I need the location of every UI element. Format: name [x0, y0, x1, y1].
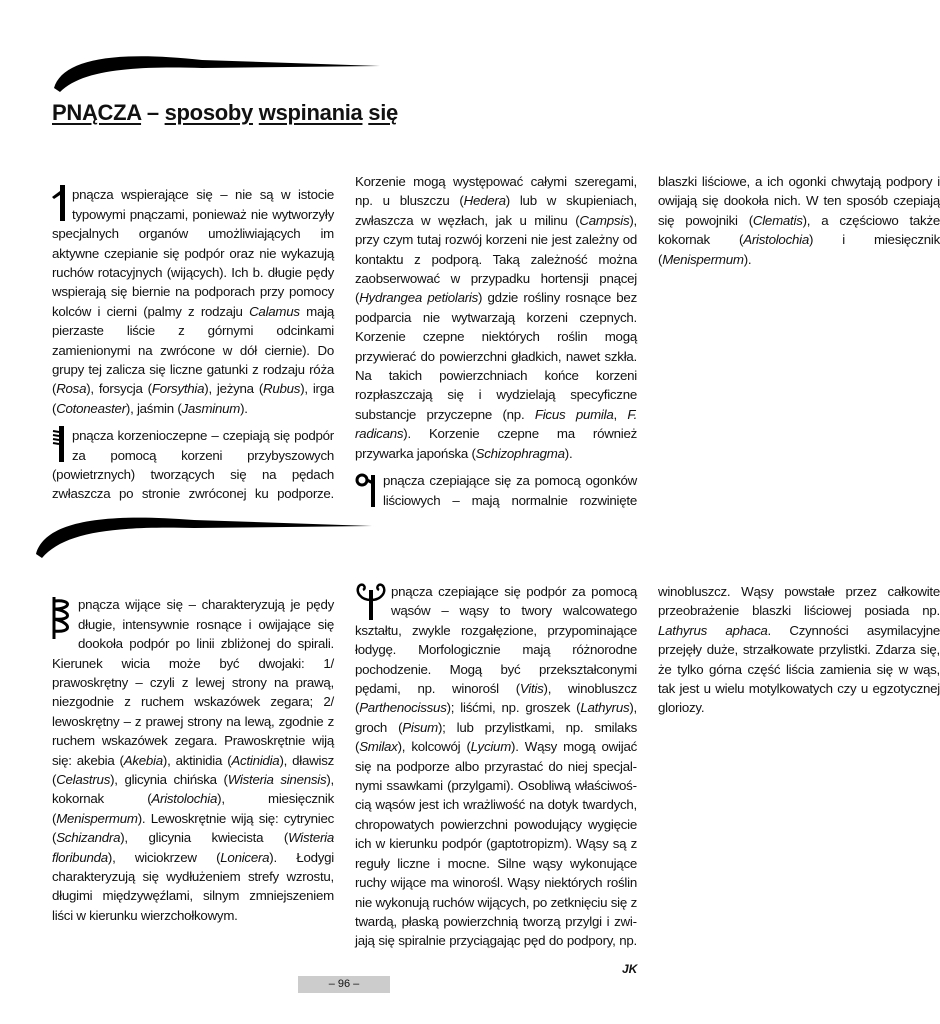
latin-name: Forsythia: [151, 381, 205, 397]
title-word-1: sposoby: [164, 100, 253, 125]
text-wasy: [355, 584, 940, 948]
title-word-2: wspinania: [258, 100, 363, 125]
latin-name: Ficus pumila: [534, 406, 614, 422]
title-dash: –: [141, 100, 165, 125]
latin-name: Celastrus: [56, 771, 111, 787]
text-run: ), dławisz (: [52, 752, 334, 787]
latin-name: Cotoneaster: [56, 400, 126, 416]
lower-two-column-text: [52, 582, 940, 960]
latin-name: Lathyrus: [580, 700, 630, 716]
text-run: ), groch (: [355, 700, 637, 735]
latin-name: Menispermum: [56, 810, 138, 826]
text-run: ), przy czym tutaj rozwój korzeni nie jest zależny od kontaktu z podporą. Taką zależność można zaobserwować w przypadku hortensji pnącej (: [355, 212, 637, 306]
text-run: ), jaśmin (: [125, 400, 182, 416]
twining-spiral-icon: [50, 595, 76, 641]
text-wijace: [52, 597, 334, 923]
author-initials: JK: [622, 962, 638, 976]
text-run: ). Korzenie czepne ma również przywarka japońska (: [355, 426, 637, 461]
latin-name: Wisteria sinensis: [227, 771, 327, 787]
paragraph-wijace: [52, 595, 334, 925]
latin-name: Lonicera: [220, 849, 270, 865]
text-run: ), glicynia chińska (: [110, 771, 228, 787]
latin-name: Wisteria floribunda: [52, 830, 334, 865]
text-run: ), wiciokrzew (: [107, 849, 221, 865]
top-swoosh-ornament: [52, 48, 382, 94]
paragraph-wasy: [355, 582, 940, 960]
text-run: ). Wąsy mogą owijać się na podporze albo przyrastać do niej specjalnymi ssawkami (przylgami). Osobliwą właściwością wąsów jest ich wrażliwość na dotyk twardych, chropowatych powierzchni powodujący wygięcie ich w kierunku podpór (gaptotropizm). Wąsy są z reguły liczne i mocne. Silne wąsy wykonujące ruchy wijące ma winorośl. Wąsy niektórych roślin nie wykonują ruchów wijących, po zetknięciu się z twardą, płaską powierzchnią tworzą przylgi i zwijają się spiralnie przyciągając pęd do podpory, np. winobluszcz. Wąsy powstałe przez całkowite przeobrażenie blaszki liściowej posiada np.: [355, 584, 940, 949]
text-run: ). Lewoskrętnie wiją się: cytryniec (: [52, 810, 334, 846]
petiole-twining-icon: [353, 471, 381, 507]
thorn-stem-icon: [50, 185, 70, 221]
latin-name: Hydrangea petiolaris: [359, 290, 479, 306]
title-main: PNĄCZA: [52, 100, 142, 125]
text-run: ). Łodygi charakteryzują się wydłużeniem strefy wzrostu, długimi międzywęźlami, silnym zmniejszeniem liści w kierunku wierzchołkowym.: [52, 849, 334, 923]
text-run: . Czynności asymilacyjne przejęły duże, strzałkowate przylistki. Zdarza się, że tylko górna część liścia zamienia się w wąs, tak jest u wielu motylkowatych czy u egzotycznej gloriozy.: [658, 622, 940, 716]
text-run: ), irga (: [52, 381, 334, 416]
latin-name: Clematis: [752, 212, 803, 228]
latin-name: Schizandra: [56, 830, 121, 846]
page-title: [52, 100, 398, 126]
latin-name: Menispermum: [662, 251, 744, 267]
latin-name: Aristolochia: [151, 791, 218, 807]
text-run: ); liśćmi, np. groszek (: [446, 700, 581, 716]
latin-name: Schizophragma: [475, 445, 565, 461]
latin-name: Actinidia: [231, 752, 280, 768]
latin-name: Aristolochia: [743, 232, 809, 248]
text-run: ); lub przylistkami, np. smilaks (: [355, 719, 637, 755]
latin-name: Lathyrus aphaca: [658, 622, 768, 638]
text-run: ).: [240, 400, 248, 416]
latin-name: F. radicans: [355, 406, 638, 442]
latin-name: Jasminum: [181, 400, 241, 416]
latin-name: Calamus: [249, 303, 300, 319]
title-word-3: się: [368, 100, 398, 125]
latin-name: Campsis: [579, 212, 630, 228]
text-run: mają pierzaste liście z górnymi odcinkami zamienionymi na zwrócone w dół ciernie). Do grupy tej zalicza się liczne gatunki z rodzaju róża (: [52, 303, 334, 397]
text-run: ,: [613, 406, 628, 422]
text-run: pnącza wspierające się – nie są w istocie typowymi pnączami, ponieważ nie wytworzyły specjalnych organów umożliwiających im aktywne czepianie się podpór oraz nie wykazują ruchów rotacyjnych (wijących). Ich b. długie pędy wspierają się biernie na podporach przy pomocy kolców i cierni (palmy z rodzaju: [52, 187, 334, 319]
latin-name: Vitis: [519, 681, 544, 697]
latin-name: Parthenocissus: [359, 700, 447, 716]
text-run: ).: [564, 445, 573, 461]
text-run: ), miesięcznik (: [52, 791, 334, 826]
text-run: pnącza czepiające się za pomocą ogonków liściowych – mają normalnie rozwinięte blaszki liściowe, a ich ogonki chwytają podpory i owijają się dookoła nich. W ten sposób czepiają się powojniki (: [383, 174, 940, 508]
text-run: ), jeżyna (: [204, 381, 264, 397]
latin-name: Pisum: [402, 719, 438, 735]
text-run: pnącza wijące się – charakteryzują je pędy długie, intensywnie rosnące i owijające się dookoła podpór po linii zbliżonej do spirali. Kierunek wicia może być dwojaki: 1/ prawoskrętny – czyli z lewej strony na prawą, niezgodnie z ruchem wskazówek zegara; 2/ lewoskrętny – z prawej strony na lewą, zgodnie z ruchem wskazówek zegara. Prawoskrętnie wiją się: akebia (: [52, 597, 334, 768]
text-run: ), forsycja (: [86, 381, 152, 397]
paragraph-wspierajace: [52, 185, 334, 418]
text-run: ), kolcowój (: [397, 739, 471, 755]
latin-name: Hedera: [463, 193, 506, 209]
text-run: ), a częściowo także kokornak (: [658, 212, 940, 248]
text-run: pnącza korzenioczepne – czepiają się podpór za pomocą korzeni przybyszowych (powietrznych) tworzących się na pędach zwłaszcza po stronie zwróconej ku podporze. Korzenie mogą występować całymi szeregami, np. u bluszczu (: [52, 174, 637, 502]
upper-two-column-text: [52, 172, 940, 510]
latin-name: Rubus: [263, 381, 301, 397]
text-run: ) lub w skupieniach, zwłaszcza w węzłach, jak u milinu (: [355, 193, 637, 228]
text-run: ), aktinidia (: [162, 752, 232, 768]
text-run: ) gdzie rośliny rosnące bez podparcia nie wytwarzają korzeni czepnych. Korzenie czepne niektórych roślin mogą przywierać do powierzchni gładkich, nawet szkła. Na takich powierzchniach końce korzeni rozpłaszczają się i wydzielają specyficzne substancje przyczepne (np.: [355, 290, 637, 422]
latin-name: Akebia: [123, 752, 163, 768]
latin-name: Rosa: [56, 381, 87, 397]
text-wspierajace: [52, 187, 334, 415]
aerial-root-stem-icon: [50, 426, 70, 462]
text-run: ), winobluszcz (: [355, 681, 637, 716]
middle-swoosh-ornament: [34, 508, 374, 558]
text-run: ).: [743, 251, 752, 267]
latin-name: Smilax: [359, 739, 398, 755]
text-run: ) i miesięcznik (: [658, 232, 940, 267]
tendril-stem-icon: [353, 582, 389, 620]
text-run: ), glicynia kwiecista (: [120, 830, 289, 846]
page-number: – 96 –: [298, 976, 390, 993]
latin-name: Lycium: [470, 739, 512, 755]
text-run: pnącza czepiające się podpór za pomocą wąsów – wąsy to twory walcowatego kształtu, zwykle rozgałęzione, przypominające łodygę. Morfologicznie mają różnorodne pochodzenie. Mogą być przekształconymi pędami, np. winorośl (: [355, 584, 637, 697]
text-run: ), kokornak (: [52, 771, 334, 807]
